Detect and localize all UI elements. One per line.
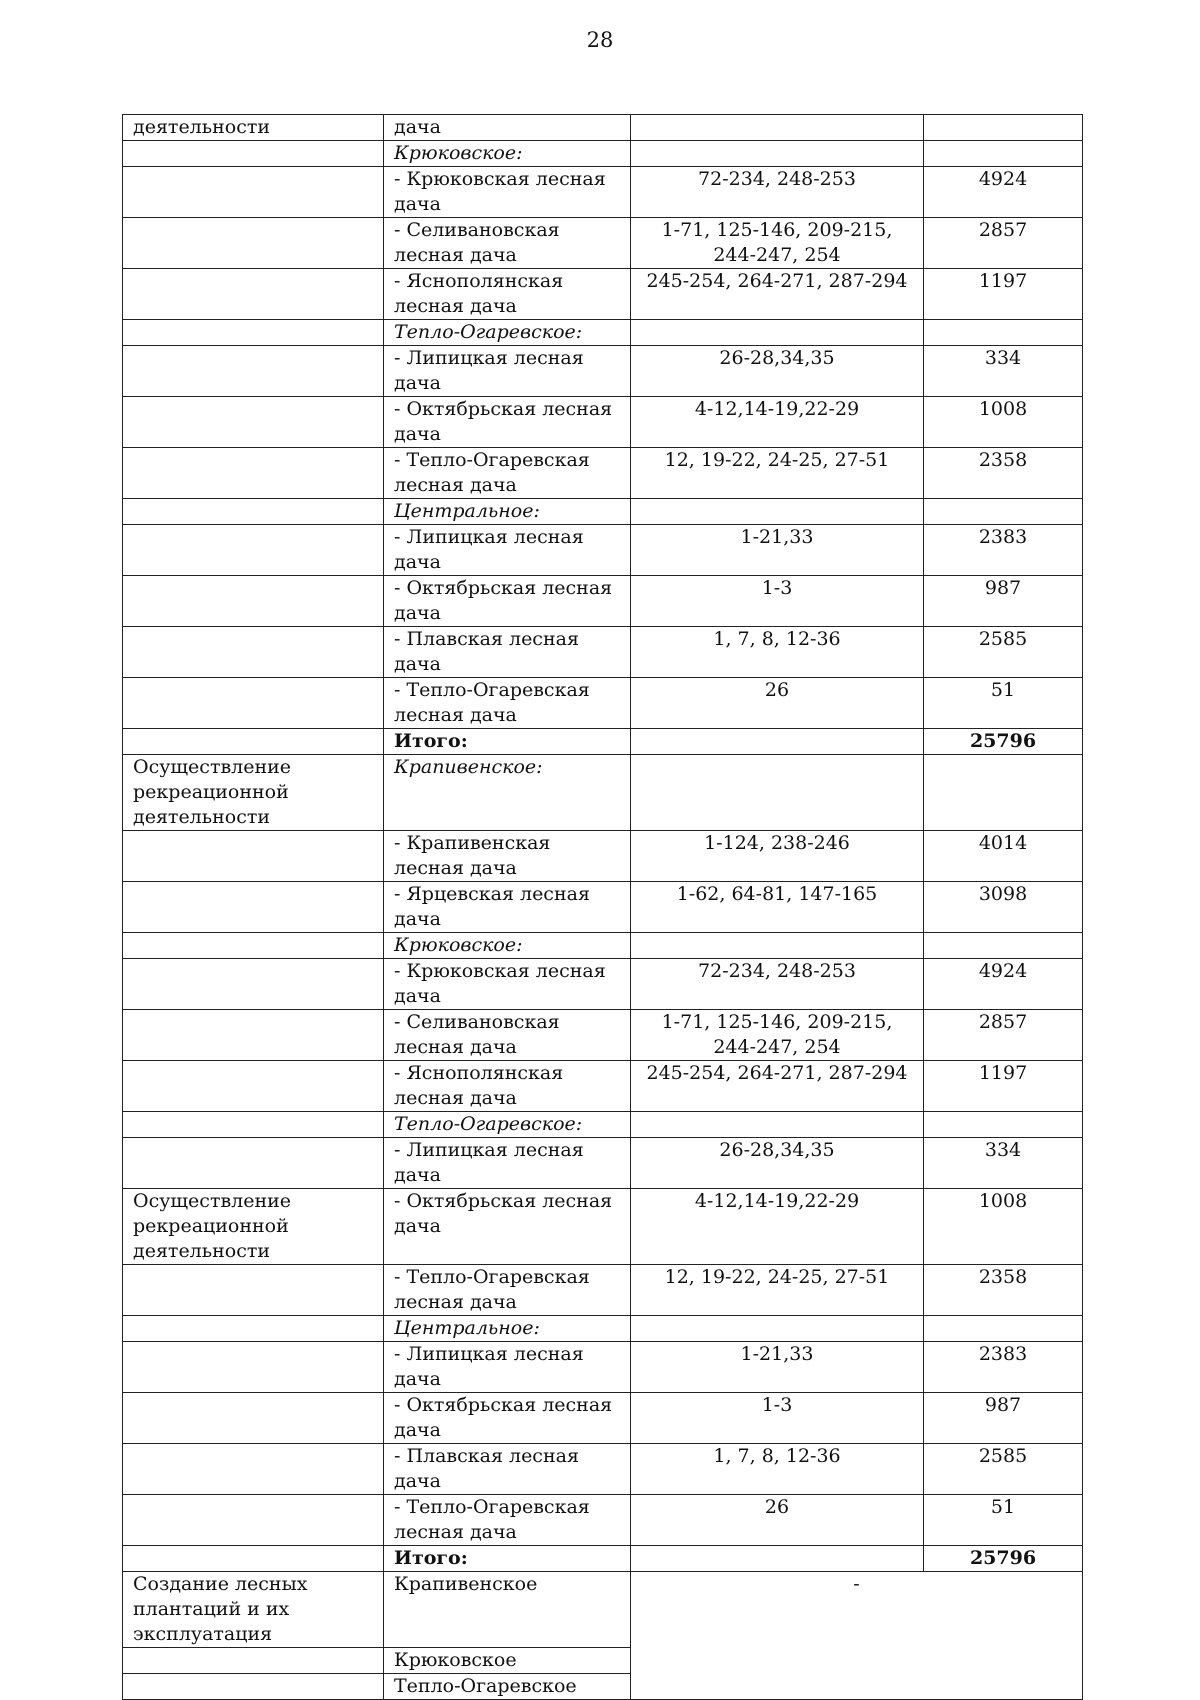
activity-cell: Осуществление рекреационной деятельности: [123, 1189, 384, 1265]
table-row: [123, 1112, 1083, 1138]
activity-cell: [123, 499, 384, 525]
table-row: [123, 755, 1083, 831]
area-value: 3098: [924, 882, 1083, 933]
activity-cell: [123, 1010, 384, 1061]
dacha-name: - Тепло-Огаревская лесная дача: [384, 678, 631, 729]
quarter-numbers: 1-21,33: [631, 1342, 924, 1393]
quarter-numbers: [631, 933, 924, 959]
dacha-name: - Селивановская лесная дача: [384, 218, 631, 269]
activity-cell: [123, 1674, 384, 1700]
area-value: 4924: [924, 167, 1083, 218]
activity-cell: Создание лесных плантаций и их эксплуатация: [123, 1572, 384, 1648]
forestry-name: Тепло-Огаревское:: [384, 320, 631, 346]
dacha-name: - Октябрьская лесная дача: [384, 397, 631, 448]
table-row: [123, 627, 1083, 678]
dacha-name: - Крапивенская лесная дача: [384, 831, 631, 882]
quarter-numbers: [631, 141, 924, 167]
page-number: 28: [586, 28, 614, 52]
table-row: [123, 933, 1083, 959]
total-area: 25796: [924, 729, 1083, 755]
table-row: [123, 729, 1083, 755]
dacha-name: - Селивановская лесная дача: [384, 1010, 631, 1061]
activity-cell: [123, 1342, 384, 1393]
dacha-name: - Липицкая лесная дача: [384, 525, 631, 576]
activity-cell: [123, 1138, 384, 1189]
dacha-name: - Липицкая лесная дача: [384, 1342, 631, 1393]
total-area: 25796: [924, 1546, 1083, 1572]
quarter-numbers: 26: [631, 1495, 924, 1546]
quarter-numbers: 72-234, 248-253: [631, 959, 924, 1010]
area-value: 2857: [924, 218, 1083, 269]
table-row: [123, 525, 1083, 576]
table-row: [123, 1393, 1083, 1444]
area-value: 2585: [924, 1444, 1083, 1495]
activity-cell: [123, 678, 384, 729]
activity-cell: [123, 1495, 384, 1546]
area-value: [924, 320, 1083, 346]
forestry-name: Крюковское:: [384, 141, 631, 167]
table-row: [123, 448, 1083, 499]
area-value: 2383: [924, 525, 1083, 576]
quarter-numbers: 26: [631, 678, 924, 729]
table-row: [123, 1572, 1083, 1648]
total-label: Итого:: [384, 729, 631, 755]
area-value: 4924: [924, 959, 1083, 1010]
total-label: Итого:: [384, 1546, 631, 1572]
quarter-numbers: 1, 7, 8, 12-36: [631, 1444, 924, 1495]
table-row: [123, 1342, 1083, 1393]
dacha-name: - Октябрьская лесная дача: [384, 576, 631, 627]
area-value: [924, 115, 1083, 141]
area-value: 2358: [924, 1265, 1083, 1316]
table-row: [123, 1495, 1083, 1546]
area-value: [924, 141, 1083, 167]
area-value: 1197: [924, 1061, 1083, 1112]
dacha-name: - Октябрьская лесная дача: [384, 1189, 631, 1265]
activity-cell: [123, 831, 384, 882]
table-row: [123, 346, 1083, 397]
dacha-name: - Тепло-Огаревская лесная дача: [384, 1265, 631, 1316]
dacha-name: - Тепло-Огаревская лесная дача: [384, 448, 631, 499]
activity-cell: [123, 1112, 384, 1138]
activity-cell: [123, 141, 384, 167]
forestry-name: Тепло-Огаревское:: [384, 1112, 631, 1138]
area-value: 1008: [924, 1189, 1083, 1265]
table-row: [123, 269, 1083, 320]
activity-cell: [123, 933, 384, 959]
quarter-numbers: [631, 1316, 924, 1342]
activity-cell: [123, 576, 384, 627]
table-row: [123, 397, 1083, 448]
table-row: [123, 1189, 1083, 1265]
area-value: [924, 755, 1083, 831]
quarter-numbers: 1-71, 125-146, 209-215, 244-247, 254: [631, 218, 924, 269]
table-row: [123, 218, 1083, 269]
area-value: 2383: [924, 1342, 1083, 1393]
activity-cell: [123, 218, 384, 269]
table-row: [123, 1316, 1083, 1342]
table-row: [123, 1138, 1083, 1189]
table-row: [123, 320, 1083, 346]
quarter-numbers: [631, 1546, 924, 1572]
activity-cell: [123, 882, 384, 933]
dacha-name: - Липицкая лесная дача: [384, 346, 631, 397]
quarter-numbers: 245-254, 264-271, 287-294: [631, 1061, 924, 1112]
forestry-name: Тепло-Огаревское: [384, 1674, 631, 1700]
table-row: [123, 882, 1083, 933]
activity-cell: [123, 269, 384, 320]
quarter-numbers: 12, 19-22, 24-25, 27-51: [631, 1265, 924, 1316]
forestry-name: Центральное:: [384, 1316, 631, 1342]
quarter-numbers: [631, 755, 924, 831]
quarter-numbers: [631, 729, 924, 755]
quarter-numbers: 26-28,34,35: [631, 346, 924, 397]
activity-cell: [123, 320, 384, 346]
activity-cell: [123, 1393, 384, 1444]
table-row: [123, 1444, 1083, 1495]
dacha-name: - Яснополянская лесная дача: [384, 1061, 631, 1112]
forestry-name: Крюковское:: [384, 933, 631, 959]
dacha-name: - Тепло-Огаревская лесная дача: [384, 1495, 631, 1546]
table-row: [123, 1546, 1083, 1572]
activity-cell: [123, 167, 384, 218]
quarter-numbers: 1-21,33: [631, 525, 924, 576]
forestry-name: Крапивенское: [384, 1572, 631, 1648]
table-row: [123, 1061, 1083, 1112]
area-value: [924, 933, 1083, 959]
dacha-name: - Крюковская лесная дача: [384, 959, 631, 1010]
area-value: 51: [924, 1495, 1083, 1546]
quarter-numbers: [631, 1112, 924, 1138]
quarter-numbers: 4-12,14-19,22-29: [631, 1189, 924, 1265]
quarter-numbers: 72-234, 248-253: [631, 167, 924, 218]
dacha-name: - Плавская лесная дача: [384, 627, 631, 678]
plantations-value: -: [631, 1572, 1083, 1700]
forestry-name: Центральное:: [384, 499, 631, 525]
table-row: [123, 959, 1083, 1010]
table-row: [123, 1265, 1083, 1316]
area-value: 4014: [924, 831, 1083, 882]
forestry-name: Крапивенское:: [384, 755, 631, 831]
dacha-name: - Яснополянская лесная дача: [384, 269, 631, 320]
quarter-numbers: [631, 320, 924, 346]
quarter-numbers: 1-124, 238-246: [631, 831, 924, 882]
dacha-name: - Ярцевская лесная дача: [384, 882, 631, 933]
table-row: [123, 141, 1083, 167]
area-value: [924, 1112, 1083, 1138]
quarter-numbers: 1-3: [631, 1393, 924, 1444]
forestry-name: Крюковское: [384, 1648, 631, 1674]
area-value: 1008: [924, 397, 1083, 448]
activity-cell: [123, 346, 384, 397]
table-row: [123, 678, 1083, 729]
quarter-numbers: [631, 115, 924, 141]
area-value: 2585: [924, 627, 1083, 678]
activity-cell: [123, 729, 384, 755]
area-value: 1197: [924, 269, 1083, 320]
area-value: [924, 499, 1083, 525]
dacha-name: дача: [384, 115, 631, 141]
quarter-numbers: 1-3: [631, 576, 924, 627]
quarter-numbers: 245-254, 264-271, 287-294: [631, 269, 924, 320]
area-value: 2358: [924, 448, 1083, 499]
area-value: 334: [924, 1138, 1083, 1189]
area-value: 987: [924, 1393, 1083, 1444]
dacha-name: - Крюковская лесная дача: [384, 167, 631, 218]
quarter-numbers: [631, 499, 924, 525]
activity-cell: [123, 1444, 384, 1495]
table-row: [123, 167, 1083, 218]
table-row: [123, 499, 1083, 525]
quarter-numbers: 26-28,34,35: [631, 1138, 924, 1189]
area-value: 334: [924, 346, 1083, 397]
quarter-numbers: 4-12,14-19,22-29: [631, 397, 924, 448]
activity-cell: [123, 525, 384, 576]
activity-cell: [123, 1061, 384, 1112]
area-value: 987: [924, 576, 1083, 627]
dacha-name: - Липицкая лесная дача: [384, 1138, 631, 1189]
dacha-name: - Октябрьская лесная дача: [384, 1393, 631, 1444]
activity-cell: [123, 1265, 384, 1316]
table-row: [123, 115, 1083, 141]
table-row: [123, 831, 1083, 882]
activity-cell: [123, 397, 384, 448]
area-value: [924, 1316, 1083, 1342]
table-row: [123, 576, 1083, 627]
dacha-name: - Плавская лесная дача: [384, 1444, 631, 1495]
activity-cell: [123, 1546, 384, 1572]
quarter-numbers: 1-62, 64-81, 147-165: [631, 882, 924, 933]
activity-cell: деятельности: [123, 115, 384, 141]
quarter-numbers: 12, 19-22, 24-25, 27-51: [631, 448, 924, 499]
activity-cell: [123, 1316, 384, 1342]
activity-cell: [123, 448, 384, 499]
activity-cell: [123, 959, 384, 1010]
activity-cell: Осуществление рекреационной деятельности: [123, 755, 384, 831]
activity-cell: [123, 1648, 384, 1674]
quarter-numbers: 1-71, 125-146, 209-215, 244-247, 254: [631, 1010, 924, 1061]
quarter-numbers: 1, 7, 8, 12-36: [631, 627, 924, 678]
area-value: 2857: [924, 1010, 1083, 1061]
area-value: 51: [924, 678, 1083, 729]
activity-cell: [123, 627, 384, 678]
forest-use-table: [122, 114, 1083, 1700]
table-row: [123, 1010, 1083, 1061]
